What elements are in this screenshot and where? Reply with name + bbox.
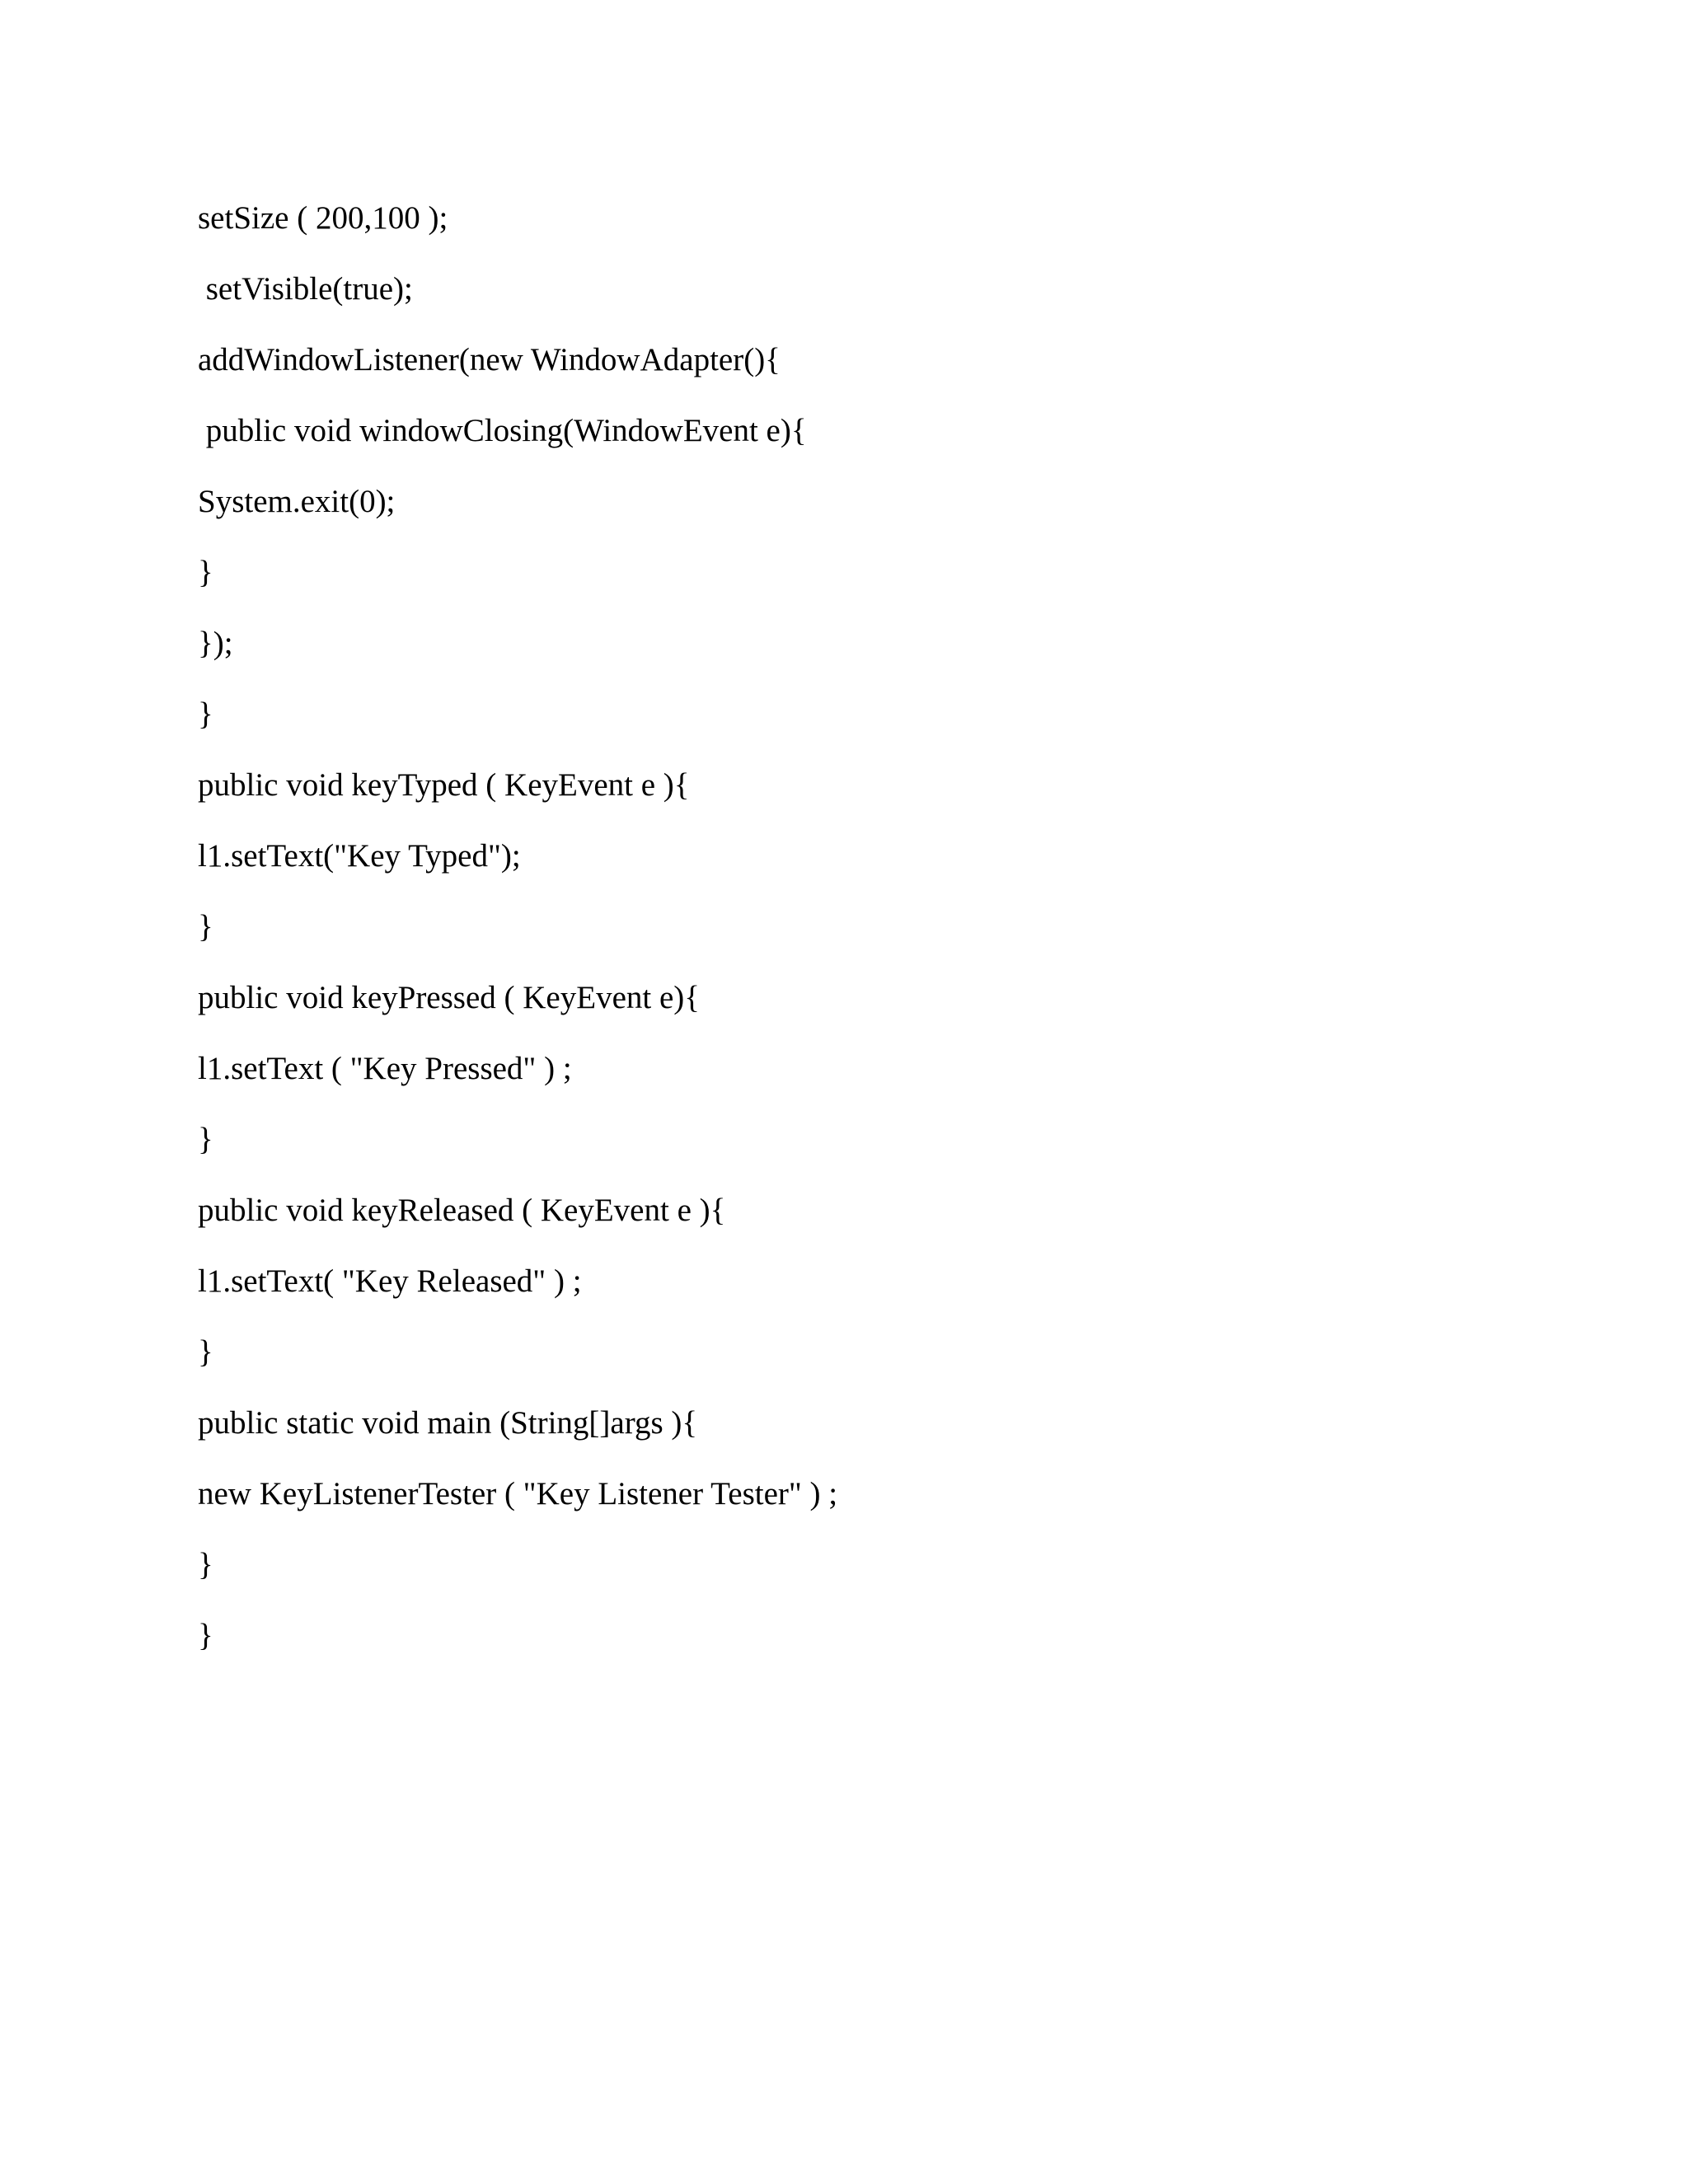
code-listing bbox=[198, 183, 837, 1671]
code-line: addWindowListener(new WindowAdapter(){ bbox=[198, 342, 781, 377]
code-line: } bbox=[198, 696, 213, 732]
code-line: public void keyPressed ( KeyEvent e){ bbox=[198, 980, 700, 1015]
code-line: public void keyTyped ( KeyEvent e ){ bbox=[198, 767, 690, 803]
code-line: } bbox=[198, 1618, 213, 1653]
code-line: } bbox=[198, 1334, 213, 1370]
code-line: public void windowClosing(WindowEvent e){ bbox=[198, 413, 807, 448]
code-line: }); bbox=[198, 626, 233, 661]
code-line: public void keyReleased ( KeyEvent e ){ bbox=[198, 1193, 726, 1228]
code-line: public static void main (String[]args ){ bbox=[198, 1405, 698, 1441]
code-line: new KeyListenerTester ( "Key Listener Tester" ) ; bbox=[198, 1476, 838, 1511]
code-line: setVisible(true); bbox=[198, 271, 413, 307]
code-line: l1.setText ( "Key Pressed" ) ; bbox=[198, 1051, 572, 1086]
code-line: } bbox=[198, 555, 213, 590]
code-line: l1.setText("Key Typed"); bbox=[198, 838, 521, 874]
code-line: setSize ( 200,100 ); bbox=[198, 200, 448, 236]
code-line: System.exit(0); bbox=[198, 484, 396, 519]
code-line: } bbox=[198, 909, 213, 944]
code-line: l1.setText( "Key Released" ) ; bbox=[198, 1263, 582, 1299]
code-line: } bbox=[198, 1547, 213, 1582]
code-line: } bbox=[198, 1122, 213, 1157]
